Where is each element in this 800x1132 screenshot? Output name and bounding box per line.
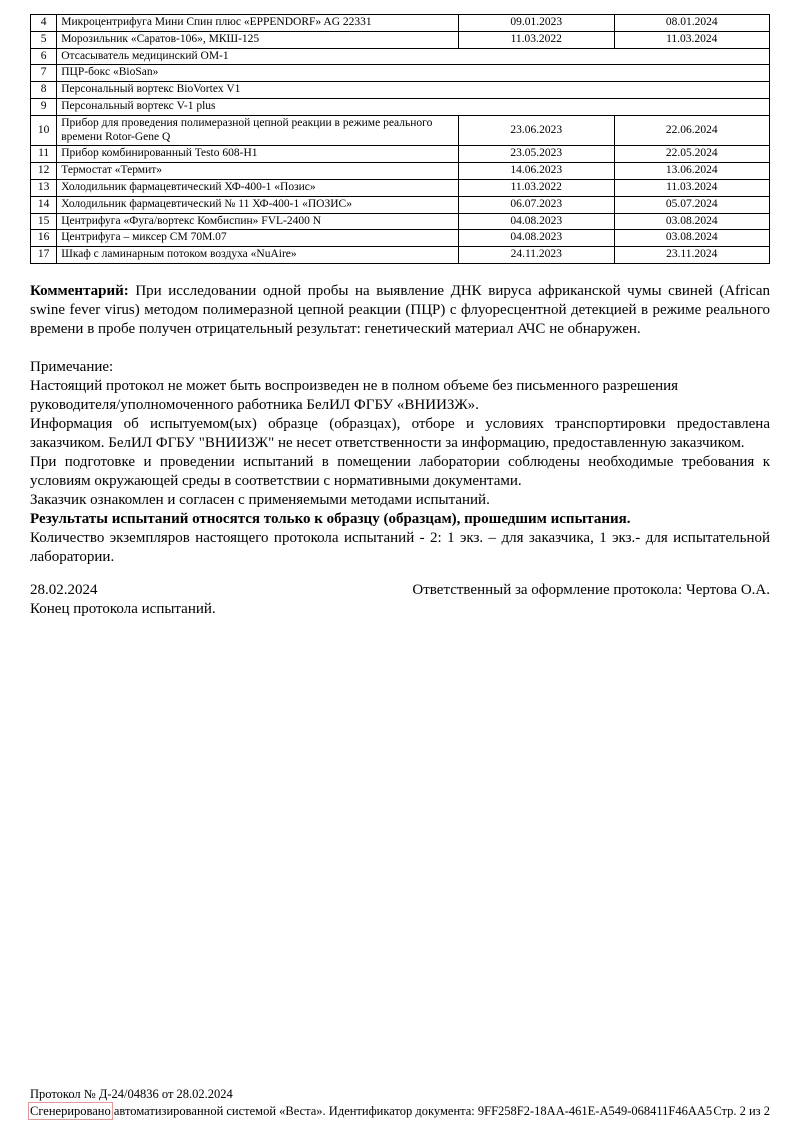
row-number: 11 — [31, 146, 57, 163]
signoff-responsible: Ответственный за оформление протокола: Чертова О.А. — [412, 581, 770, 598]
commentary-paragraph — [30, 282, 770, 339]
equipment-name: Холодильник фармацевтический № 11 ХФ-400-1 «ПОЗИС» — [57, 196, 459, 213]
date-verified: 04.08.2023 — [459, 230, 614, 247]
date-verified: 23.06.2023 — [459, 115, 614, 146]
table-row — [31, 82, 770, 99]
row-number: 17 — [31, 247, 57, 264]
date-verified: 09.01.2023 — [459, 15, 614, 32]
row-number: 7 — [31, 65, 57, 82]
footer-generated-rest: автоматизированной системой «Веста». Идентификатор документа: 9FF258F2-18AA-461E-A549-068411F46AA5 — [110, 1104, 713, 1118]
date-verified: 24.11.2023 — [459, 247, 614, 264]
table-row — [31, 48, 770, 65]
table-row — [31, 98, 770, 115]
table-row — [31, 115, 770, 146]
footer-generated-word-highlight: Сгенерировано — [30, 1104, 111, 1118]
equipment-name: Термостат «Термит» — [57, 163, 459, 180]
end-of-protocol: Конец протокола испытаний. — [30, 600, 216, 617]
equipment-name: Прибор для проведения полимеразной цепной реакции в режиме реального времени Rotor-Gene Q — [57, 115, 459, 146]
row-number: 10 — [31, 115, 57, 146]
date-valid: 03.08.2024 — [614, 230, 770, 247]
row-number: 12 — [31, 163, 57, 180]
row-number: 8 — [31, 82, 57, 99]
footer-generated-text — [30, 1103, 712, 1120]
equipment-name: Центрифуга «Фуга/вортекс Комбиспин» FVL-2400 N — [57, 213, 459, 230]
note-reproduction: Настоящий протокол не может быть воспроизведен не в полном объеме без письменного разрешения руководителя/уполномоченного работника БелИЛ ФГБУ «ВНИИЗЖ». — [30, 377, 679, 413]
equipment-name: Персональный вортекс V-1 plus — [57, 98, 770, 115]
equipment-name: Холодильник фармацевтический ХФ-400-1 «Позис» — [57, 179, 459, 196]
note-copies: Количество экземпляров настоящего протокола испытаний - 2: 1 экз. – для заказчика, 1 экз.- для испытательной лаборатории. — [30, 529, 770, 565]
row-number: 4 — [31, 15, 57, 32]
table-row — [31, 31, 770, 48]
table-row — [31, 163, 770, 180]
date-verified: 11.03.2022 — [459, 179, 614, 196]
date-valid: 03.08.2024 — [614, 213, 770, 230]
date-valid: 23.11.2024 — [614, 247, 770, 264]
notes-heading: Примечание: — [30, 358, 114, 375]
date-verified: 06.07.2023 — [459, 196, 614, 213]
equipment-name: Шкаф с ламинарным потоком воздуха «NuAire» — [57, 247, 459, 264]
date-verified: 14.06.2023 — [459, 163, 614, 180]
date-valid: 22.05.2024 — [614, 146, 770, 163]
footer-generated-row — [30, 1103, 770, 1120]
equipment-name: Морозильник «Саратов-106», МКШ-125 — [57, 31, 459, 48]
row-number: 14 — [31, 196, 57, 213]
row-number: 16 — [31, 230, 57, 247]
date-valid: 08.01.2024 — [614, 15, 770, 32]
equipment-name: Микроцентрифуга Мини Спин плюс «EPPENDORF» AG 22331 — [57, 15, 459, 32]
equipment-name: Персональный вортекс BioVortex V1 — [57, 82, 770, 99]
row-number: 9 — [31, 98, 57, 115]
spacer — [30, 339, 770, 358]
note-environment: При подготовке и проведении испытаний в помещении лаборатории соблюдены необходимые требования к условиям окружающей среды в соответствии с нормативными документами. — [30, 453, 770, 489]
date-valid: 05.07.2024 — [614, 196, 770, 213]
equipment-name: Отсасыватель медицинский ОМ-1 — [57, 48, 770, 65]
signoff-row — [30, 581, 770, 600]
table-row — [31, 213, 770, 230]
equipment-table — [30, 14, 770, 264]
table-row — [31, 247, 770, 264]
row-number: 15 — [31, 213, 57, 230]
equipment-name: Центрифуга – миксер СМ 70М.07 — [57, 230, 459, 247]
body-text — [30, 282, 770, 619]
note-sample-info: Информация об испытуемом(ых) образце (образцах), отборе и условиях транспортировки предоставлена заказчиком. БелИЛ ФГБУ "ВНИИЗЖ" не несет ответственности за информацию, предоставленную заказчиком. — [30, 415, 770, 451]
table-row — [31, 15, 770, 32]
footer-page-number: Стр. 2 из 2 — [713, 1104, 770, 1118]
date-valid: 11.03.2024 — [614, 179, 770, 196]
equipment-name: ПЦР-бокс «BioSan» — [57, 65, 770, 82]
commentary-label: Комментарий: — [30, 282, 129, 299]
row-number: 5 — [31, 31, 57, 48]
table-row — [31, 146, 770, 163]
date-valid: 13.06.2024 — [614, 163, 770, 180]
footer-protocol-number: Протокол № Д-24/04836 от 28.02.2024 — [30, 1087, 233, 1101]
date-verified: 23.05.2023 — [459, 146, 614, 163]
note-customer-agreement: Заказчик ознакомлен и согласен с применяемыми методами испытаний. — [30, 491, 490, 508]
date-verified: 11.03.2022 — [459, 31, 614, 48]
table-row — [31, 179, 770, 196]
row-number: 13 — [31, 179, 57, 196]
row-number: 6 — [31, 48, 57, 65]
date-verified: 04.08.2023 — [459, 213, 614, 230]
table-row — [31, 65, 770, 82]
commentary-text: При исследовании одной пробы на выявление ДНК вируса африканской чумы свиней (African swine fever virus) методом полимеразной цепной реакции (ПЦР) с флуоресцентной детекцией в режиме реального времени в пробе получен отрицательный результат: генетический материал АЧС не обнаружен. — [30, 282, 770, 337]
equipment-name: Прибор комбинированный Testo 608-Н1 — [57, 146, 459, 163]
note-results-scope: Результаты испытаний относятся только к образцу (образцам), прошедшим испытания. — [30, 510, 631, 527]
date-valid: 11.03.2024 — [614, 31, 770, 48]
table-row — [31, 196, 770, 213]
date-valid: 22.06.2024 — [614, 115, 770, 146]
signoff-date: 28.02.2024 — [30, 581, 98, 598]
page-footer — [30, 1086, 770, 1120]
table-row — [31, 230, 770, 247]
